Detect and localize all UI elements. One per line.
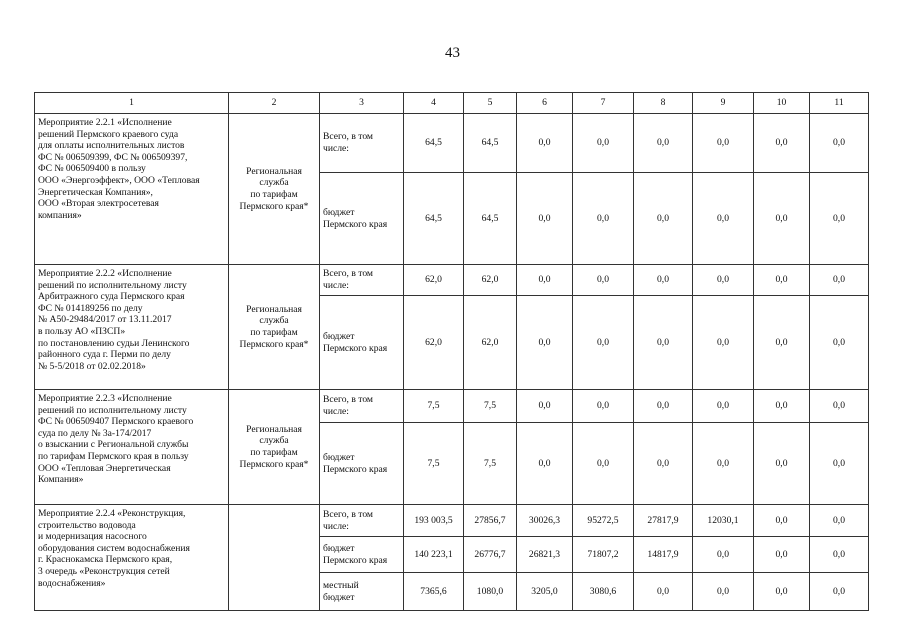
text-line: местный (323, 579, 359, 591)
value-cell: 0,0 (754, 173, 810, 265)
column-header: 11 (810, 93, 869, 114)
value-cell: 62,0 (404, 296, 464, 390)
page-number: 43 (445, 45, 460, 61)
text-line: по тарифам (250, 327, 298, 338)
value-cell: 0,0 (634, 423, 693, 505)
text-line: Пермского края (323, 342, 388, 354)
program-table (34, 92, 869, 611)
text-line: водоснабжения» (38, 577, 106, 589)
value-cell: 62,0 (464, 265, 517, 296)
text-line: бюджет (323, 591, 355, 603)
value-cell: 0,0 (810, 537, 869, 573)
value-cell: 0,0 (810, 173, 869, 265)
value-cell: 140 223,1 (404, 537, 464, 573)
value-cell: 0,0 (573, 423, 634, 505)
funding-source-cell (320, 423, 404, 505)
text-line: для оплаты исполнительных листов (38, 140, 185, 152)
value-cell: 26776,7 (464, 537, 517, 573)
text-line: ООО «Тепловая Энергетическая (38, 462, 171, 474)
value-cell: 0,0 (517, 296, 573, 390)
text-line: решений по исполнительному листу (38, 404, 187, 416)
measure-cell (35, 114, 229, 265)
funding-source-cell (320, 265, 404, 296)
text-line: и модернизация насосного (38, 531, 147, 543)
funding-source-cell (320, 114, 404, 173)
value-cell: 0,0 (810, 296, 869, 390)
value-cell: 0,0 (634, 114, 693, 173)
text-line: в пользу АО «ПЗСП» (38, 325, 126, 337)
value-cell: 0,0 (634, 265, 693, 296)
text-line: служба (259, 177, 289, 189)
text-line: Пермского края* (239, 200, 309, 212)
text-line: бюджет (323, 451, 355, 463)
value-cell: 0,0 (517, 114, 573, 173)
text-line: районного суда г. Перми по делу (38, 349, 171, 361)
value-cell: 0,0 (810, 114, 869, 173)
text-line: Региональная (246, 165, 302, 177)
text-line: числе: (323, 520, 349, 532)
value-cell: 0,0 (693, 114, 754, 173)
value-cell: 0,0 (754, 573, 810, 611)
text-line: Мероприятие 2.2.1 «Исполнение (38, 117, 172, 128)
text-line: ООО «Вторая электросетевая (38, 198, 159, 210)
text-line: служба (259, 435, 289, 447)
value-cell: 0,0 (634, 390, 693, 423)
text-line: по тарифам (250, 447, 298, 458)
text-line: решений по исполнительному листу (38, 279, 187, 291)
text-line: Региональная (246, 303, 302, 315)
text-line: бюджет (323, 330, 355, 342)
table-row (35, 265, 869, 296)
value-cell: 27856,7 (464, 505, 517, 537)
text-line: Пермского края (323, 218, 388, 230)
value-cell: 30026,3 (517, 505, 573, 537)
value-cell: 7,5 (464, 390, 517, 423)
funding-source-cell (320, 173, 404, 265)
text-line: решений Пермского краевого суда (38, 128, 179, 140)
value-cell: 0,0 (693, 296, 754, 390)
value-cell: 0,0 (810, 423, 869, 505)
text-line: № 5-5/2018 от 02.02.2018» (38, 360, 146, 372)
value-cell: 0,0 (754, 390, 810, 423)
text-line: Пермского края (323, 554, 388, 566)
text-line: 3 очередь «Реконструкция сетей (38, 565, 170, 577)
text-line: Мероприятие 2.2.4 «Реконструкция, (38, 508, 186, 519)
column-header: 7 (573, 93, 634, 114)
value-cell: 0,0 (634, 573, 693, 611)
value-cell: 64,5 (404, 173, 464, 265)
text-line: Энергетическая Компания», (38, 186, 153, 198)
value-cell: 0,0 (517, 423, 573, 505)
text-line: суда по делу № 3а-174/2017 (38, 427, 152, 439)
text-line: числе: (323, 406, 349, 417)
value-cell: 7,5 (404, 423, 464, 505)
value-cell: 0,0 (573, 173, 634, 265)
value-cell: 64,5 (464, 173, 517, 265)
column-header: 8 (634, 93, 693, 114)
text-line: ФС № 006509399, ФС № 006509397, (38, 151, 188, 163)
text-line: Компания» (38, 474, 84, 486)
text-line: строительство водовода (38, 519, 136, 531)
value-cell: 0,0 (754, 423, 810, 505)
text-line: г. Краснокамска Пермского края, (38, 554, 173, 566)
executor-cell (229, 114, 320, 265)
value-cell: 0,0 (573, 114, 634, 173)
value-cell: 95272,5 (573, 505, 634, 537)
text-line: Пермского края* (239, 458, 309, 470)
value-cell: 7365,6 (404, 573, 464, 611)
funding-source-cell (320, 505, 404, 537)
column-header: 2 (229, 93, 320, 114)
value-cell: 0,0 (693, 265, 754, 296)
value-cell: 0,0 (810, 390, 869, 423)
value-cell: 0,0 (754, 114, 810, 173)
column-header: 10 (754, 93, 810, 114)
text-line: Арбитражного суда Пермского края (38, 291, 185, 303)
text-line: № А50-29484/2017 от 13.11.2017 (38, 314, 172, 326)
text-line: Мероприятие 2.2.3 «Исполнение (38, 393, 172, 404)
text-line: Мероприятие 2.2.2 «Исполнение (38, 268, 172, 279)
value-cell: 71807,2 (573, 537, 634, 573)
value-cell: 0,0 (810, 573, 869, 611)
value-cell: 7,5 (464, 423, 517, 505)
value-cell: 64,5 (464, 114, 517, 173)
value-cell: 0,0 (754, 265, 810, 296)
column-header: 4 (404, 93, 464, 114)
text-line: бюджет (323, 206, 355, 218)
value-cell: 62,0 (404, 265, 464, 296)
text-line: оборудования систем водоснабжения (38, 542, 190, 554)
value-cell: 0,0 (517, 265, 573, 296)
value-cell: 193 003,5 (404, 505, 464, 537)
value-cell: 12030,1 (693, 505, 754, 537)
text-line: по тарифам Пермского края в пользу (38, 450, 189, 462)
text-line: Пермского края (323, 463, 388, 475)
value-cell: 0,0 (810, 505, 869, 537)
funding-source-cell (320, 573, 404, 611)
text-line: ФС № 006509400 в пользу (38, 163, 146, 175)
value-cell: 0,0 (754, 296, 810, 390)
table-row (35, 390, 869, 423)
value-cell: 0,0 (517, 390, 573, 423)
funding-source-cell (320, 296, 404, 390)
text-line: о взыскании с Региональной службы (38, 439, 189, 451)
text-line: Всего, в том (323, 131, 374, 143)
text-line: по тарифам (250, 189, 298, 200)
text-line: Всего, в том (323, 508, 374, 520)
value-cell: 0,0 (754, 537, 810, 573)
value-cell: 3080,6 (573, 573, 634, 611)
measure-cell (35, 390, 229, 505)
value-cell: 62,0 (464, 296, 517, 390)
value-cell: 0,0 (573, 296, 634, 390)
value-cell: 0,0 (573, 390, 634, 423)
value-cell: 14817,9 (634, 537, 693, 573)
table-row (35, 505, 869, 537)
funding-source-cell (320, 390, 404, 423)
value-cell: 0,0 (634, 173, 693, 265)
value-cell: 0,0 (693, 423, 754, 505)
value-cell: 0,0 (693, 537, 754, 573)
value-cell: 64,5 (404, 114, 464, 173)
value-cell: 27817,9 (634, 505, 693, 537)
text-line: ФС № 014189256 по делу (38, 302, 143, 314)
executor-cell (229, 265, 320, 390)
value-cell: 0,0 (693, 573, 754, 611)
text-line: бюджет (323, 542, 355, 554)
column-header: 1 (35, 93, 229, 114)
text-line: ФС № 006509407 Пермского краевого (38, 416, 194, 428)
measure-cell (35, 505, 229, 611)
funding-source-cell (320, 537, 404, 573)
column-header: 6 (517, 93, 573, 114)
text-line: числе: (323, 143, 349, 154)
table-row (35, 114, 869, 173)
measure-cell (35, 265, 229, 390)
column-header: 9 (693, 93, 754, 114)
text-line: Всего, в том (323, 268, 374, 280)
text-line: числе: (323, 280, 349, 291)
text-line: по постановлению судьи Ленинского (38, 337, 190, 349)
column-header: 5 (464, 93, 517, 114)
value-cell: 0,0 (754, 505, 810, 537)
value-cell: 26821,3 (517, 537, 573, 573)
text-line: Всего, в том (323, 394, 374, 406)
value-cell: 0,0 (573, 265, 634, 296)
text-line: Пермского края* (239, 338, 309, 350)
value-cell: 0,0 (693, 173, 754, 265)
value-cell: 0,0 (634, 296, 693, 390)
text-line: компания» (38, 209, 82, 221)
text-line: Региональная (246, 423, 302, 435)
value-cell: 7,5 (404, 390, 464, 423)
value-cell: 3205,0 (517, 573, 573, 611)
text-line: служба (259, 315, 289, 327)
column-header: 3 (320, 93, 404, 114)
value-cell: 0,0 (810, 265, 869, 296)
executor-cell (229, 390, 320, 505)
value-cell: 1080,0 (464, 573, 517, 611)
value-cell: 0,0 (517, 173, 573, 265)
executor-cell (229, 505, 320, 611)
value-cell: 0,0 (693, 390, 754, 423)
header-row (35, 93, 869, 114)
text-line: ООО «Энергоэффект», ООО «Тепловая (38, 174, 200, 186)
